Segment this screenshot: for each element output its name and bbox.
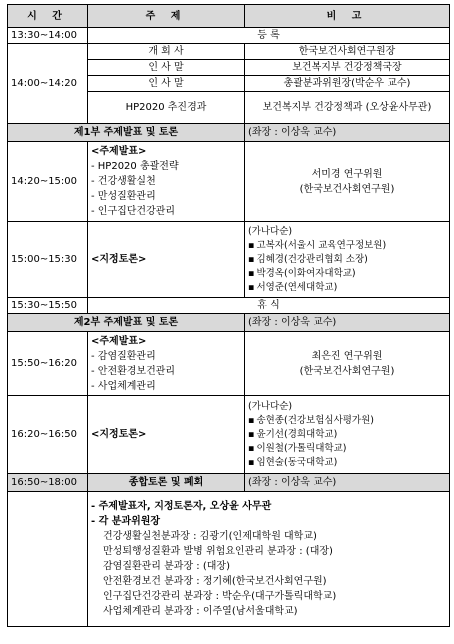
table-row bbox=[8, 28, 450, 44]
presenter-name: 서미경 연구위원 bbox=[311, 168, 383, 180]
presentation-topics bbox=[88, 142, 245, 222]
session-title-row bbox=[8, 124, 450, 142]
list-item: 사업체계관리 분과장 : 이주열(남서울대학교) bbox=[103, 606, 298, 617]
order-note: (가나다순) bbox=[248, 400, 293, 412]
table-row bbox=[8, 44, 450, 60]
opening-note: 한국보건사회연구원장 bbox=[245, 44, 450, 60]
order-note: (가나다순) bbox=[248, 225, 293, 237]
closing-title-row bbox=[8, 474, 450, 492]
table-row bbox=[8, 396, 450, 474]
time-cell: 14:20~15:00 bbox=[8, 142, 88, 222]
panelist: ▪ 박경옥(이화여자대학교) bbox=[248, 267, 446, 281]
list-item: 인구집단건강관리 분과장 : 박순우(대구가톨릭대학교) bbox=[103, 591, 337, 602]
presentation-topics bbox=[88, 332, 245, 396]
list-item: 건강생활실천분과장 : 김광기(인제대학원 대학교) bbox=[103, 531, 317, 542]
list-item: - 감염질환관리 bbox=[91, 350, 156, 362]
list-item: - 사업체계관리 bbox=[91, 380, 156, 392]
panelist: ▪ 고복자(서울시 교육연구정보원) bbox=[248, 239, 446, 253]
presentation-heading: <주제발표> bbox=[91, 146, 147, 157]
closing-chair: (좌장 : 이상욱 교수) bbox=[245, 474, 450, 492]
session-title-row bbox=[8, 314, 450, 332]
opening-topic: 개 회 사 bbox=[88, 44, 245, 60]
discussion-heading: <지정토론> bbox=[88, 396, 245, 474]
panelist: ▪ 서영준(연세대학교) bbox=[248, 281, 446, 295]
program-schedule-table bbox=[7, 4, 450, 627]
greeting-note: 보건복지부 건강정책국장 bbox=[245, 60, 450, 76]
discussion-heading: <지정토론> bbox=[88, 222, 245, 298]
table-row bbox=[8, 492, 450, 627]
panelist: ▪ 김혜경(건강관리협회 소장) bbox=[248, 253, 446, 267]
list-item: 만성퇴행성질환과 발병 위험요인관리 분과장 : (대장) bbox=[103, 546, 333, 557]
session1-title: 제1부 주제발표 및 토론 bbox=[8, 124, 245, 142]
panelist: ▪ 임현술(동국대학교) bbox=[248, 456, 446, 470]
table-row bbox=[8, 298, 450, 314]
break-cell: 휴 식 bbox=[88, 298, 450, 314]
discussion-panel bbox=[245, 396, 450, 474]
closing-line: - 각 분과위원장 bbox=[91, 516, 161, 527]
time-cell: 14:00~14:20 bbox=[8, 44, 88, 124]
table-row bbox=[8, 222, 450, 298]
panelist: ▪ 이원철(가톨릭대학교) bbox=[248, 442, 446, 456]
list-item: - 안전환경보건관리 bbox=[91, 365, 176, 377]
panelist: ▪ 윤기선(경희대학교) bbox=[248, 428, 446, 442]
presenter-cell bbox=[245, 332, 450, 396]
greeting-note: 총괄분과위원장(박순우 교수) bbox=[245, 76, 450, 92]
time-cell: 16:20~16:50 bbox=[8, 396, 88, 474]
panelist: ▪ 송현종(건강보험심사평가원) bbox=[248, 414, 446, 428]
presenter-cell bbox=[245, 142, 450, 222]
time-cell: 16:50~18:00 bbox=[8, 474, 88, 492]
greeting-topic: 인 사 말 bbox=[88, 76, 245, 92]
discussion-panel bbox=[245, 222, 450, 298]
table-row bbox=[8, 332, 450, 396]
header-note: 비 고 bbox=[245, 5, 450, 28]
progress-note: 보건복지부 건강정책과 (오상윤사무관) bbox=[245, 92, 450, 124]
time-cell: 15:30~15:50 bbox=[8, 298, 88, 314]
list-item: - 건강생활실천 bbox=[91, 176, 156, 187]
presentation-heading: <주제발표> bbox=[91, 335, 147, 347]
presenter-affiliation: (한국보건사회연구원) bbox=[299, 183, 395, 195]
session1-chair: (좌장 : 이상욱 교수) bbox=[245, 124, 450, 142]
list-item: - 만성질환관리 bbox=[91, 191, 156, 202]
time-cell: 15:00~15:30 bbox=[8, 222, 88, 298]
time-cell: 13:30~14:00 bbox=[8, 28, 88, 44]
list-item: - HP2020 총괄전략 bbox=[91, 161, 179, 172]
session2-chair: (좌장 : 이상욱 교수) bbox=[245, 314, 450, 332]
presenter-name: 최은진 연구위원 bbox=[311, 350, 383, 362]
closing-participants bbox=[88, 492, 450, 627]
table-header bbox=[8, 5, 450, 28]
list-item: 감염질환관리 분과장 : (대장) bbox=[103, 561, 230, 572]
progress-topic: HP2020 추진경과 bbox=[88, 92, 245, 124]
session2-title: 제2부 주제발표 및 토론 bbox=[8, 314, 245, 332]
list-item: 안전환경보건 분과장 : 정기혜(한국보건사회연구원) bbox=[103, 576, 327, 587]
registration-cell: 등 록 bbox=[88, 28, 450, 44]
header-topic: 주 제 bbox=[88, 5, 245, 28]
closing-line: - 주제발표자, 지정토론자, 오상윤 사무관 bbox=[91, 501, 272, 512]
closing-title: 종합토론 및 폐회 bbox=[88, 474, 245, 492]
greeting-topic: 인 사 말 bbox=[88, 60, 245, 76]
header-time: 시 간 bbox=[8, 5, 88, 28]
presenter-affiliation: (한국보건사회연구원) bbox=[299, 365, 395, 377]
time-cell: 15:50~16:20 bbox=[8, 332, 88, 396]
list-item: - 인구집단건강관리 bbox=[91, 206, 176, 217]
table-row bbox=[8, 142, 450, 222]
